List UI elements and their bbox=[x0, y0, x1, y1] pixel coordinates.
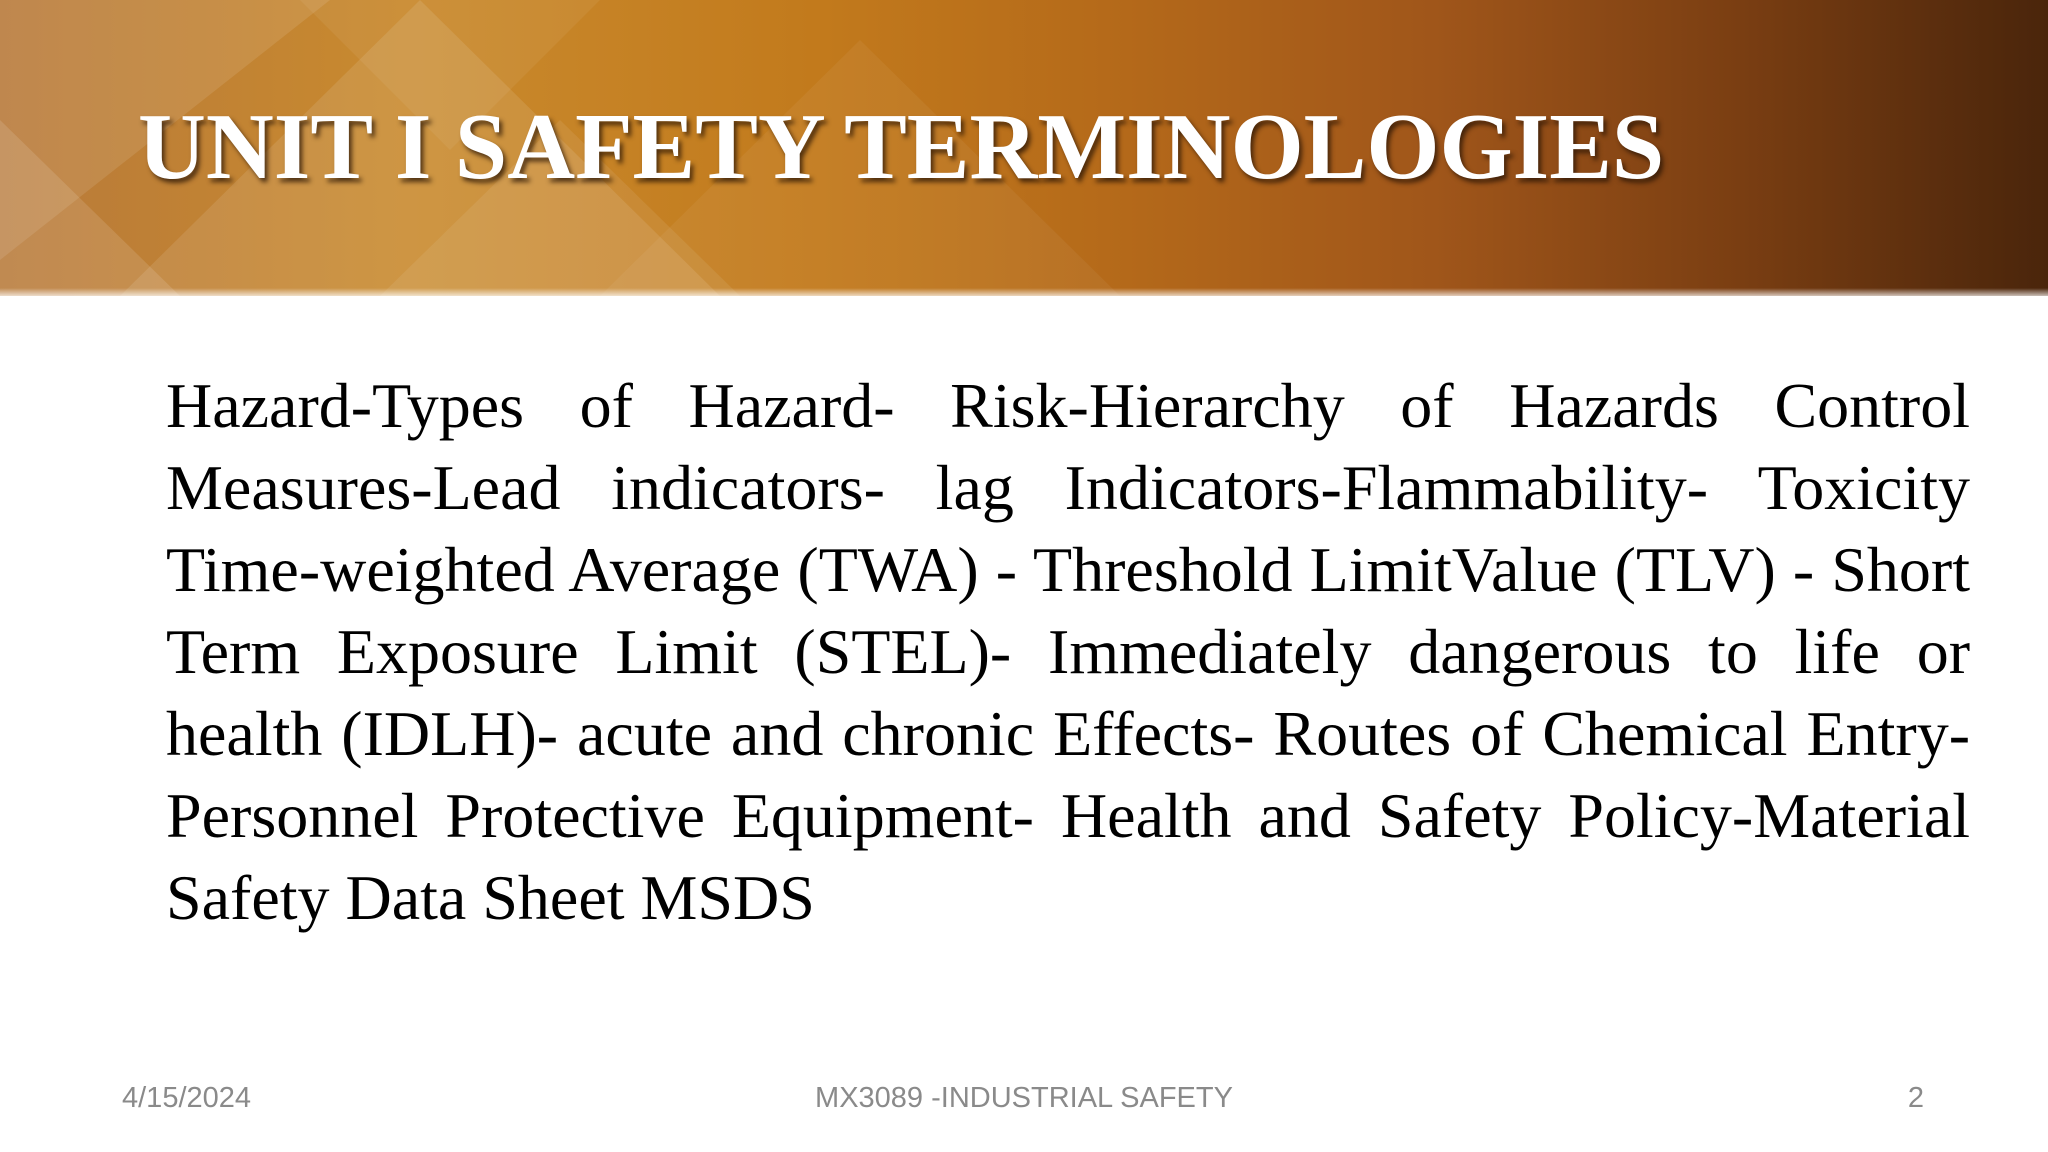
slide-title: UNIT I SAFETY TERMINOLOGIES bbox=[138, 95, 1665, 199]
footer-course-title: MX3089 -INDUSTRIAL SAFETY bbox=[815, 1082, 1233, 1114]
slide-body-text: Hazard-Types of Hazard- Risk-Hierarchy of Hazards Control Measures-Lead indicators- lag Indicators-Flammability- Toxicity Time-weighted Average (TWA) - Threshold LimitValue (TLV) - Short Term Exposure Limit (STEL)- Immediately dangerous to life or health (IDLH)- acute and chronic Effects- Routes of Chemical Entry-Personnel Protective Equipment- Health and Safety Policy-Material Safety Data Sheet MSDS bbox=[166, 370, 1970, 933]
footer-page-number: 2 bbox=[1907, 1082, 1924, 1114]
footer-date: 4/15/2024 bbox=[122, 1082, 252, 1114]
header-banner bbox=[0, 0, 2048, 296]
